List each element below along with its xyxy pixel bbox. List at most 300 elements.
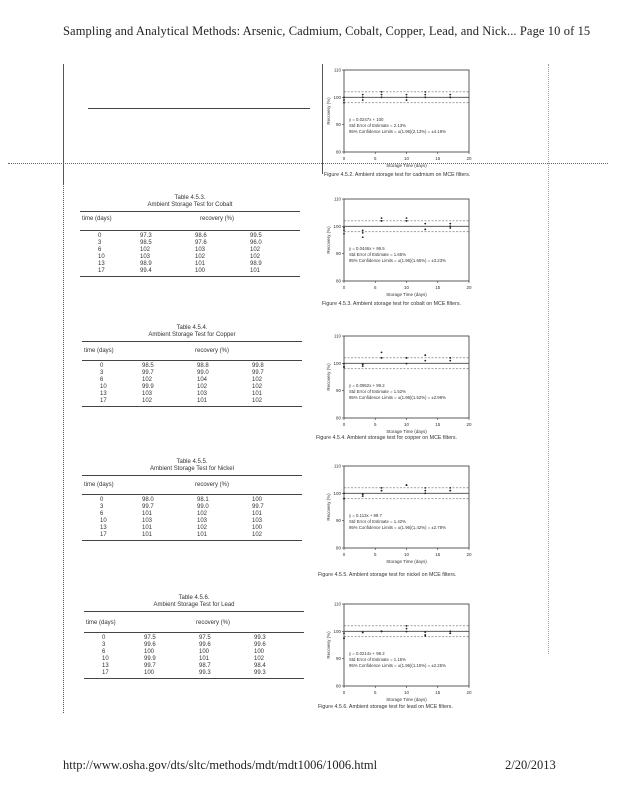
recovery-cell: 101 — [142, 525, 153, 531]
recovery-cell: 103 — [195, 247, 206, 253]
data-point — [362, 230, 364, 232]
figure-lead-chart — [322, 600, 482, 704]
data-point — [343, 363, 345, 365]
recovery-cell: 102 — [197, 525, 208, 531]
regression-annotation: 95% Confidence Limits = ±(1.96)(2.13%) = ±4.18% — [349, 128, 446, 134]
recovery-cell: 102 — [142, 377, 153, 383]
y-axis-label: Recovery (%) — [326, 363, 331, 391]
recovery-cell: 100 — [252, 525, 263, 531]
x-tick-label: 0 — [342, 690, 346, 695]
data-point — [381, 490, 383, 492]
data-point — [424, 487, 426, 489]
x-tick-label: 0 — [342, 156, 346, 161]
time-cell: 0 — [102, 635, 106, 641]
recovery-cell: 100 — [254, 649, 265, 655]
time-cell: 6 — [102, 649, 106, 655]
recovery-cell: 97.6 — [195, 240, 207, 246]
recovery-cell: 99.0 — [197, 370, 209, 376]
data-point — [424, 354, 426, 356]
data-point — [343, 233, 345, 235]
footer-date: 2/20/2013 — [505, 758, 556, 772]
regression-annotation: Std Error of Estimate = 1.52% — [349, 388, 406, 394]
data-point — [362, 495, 364, 497]
data-point — [449, 632, 451, 634]
recovery-cell: 99.9 — [144, 656, 156, 662]
plot-frame — [344, 336, 469, 418]
data-point — [449, 227, 451, 229]
time-cell: 0 — [98, 233, 102, 239]
recovery-cell: 98.9 — [250, 261, 262, 267]
y-tick-label: 100 — [333, 490, 341, 496]
footer-url[interactable]: http://www.osha.gov/dts/sltc/methods/mdt/mdt1006/1006.html — [63, 758, 378, 772]
recovery-cell: 99.7 — [142, 370, 154, 376]
recovery-cell: 101 — [197, 532, 208, 538]
recovery-cell: 102 — [140, 247, 151, 253]
data-point — [424, 96, 426, 98]
time-cell: 0 — [100, 497, 104, 503]
x-tick-label: 15 — [435, 422, 441, 427]
table-row — [80, 247, 300, 254]
y-tick-label: 90 — [335, 656, 341, 662]
recovery-cell: 100 — [199, 649, 210, 655]
recovery-cell: 98.4 — [254, 663, 266, 669]
data-point — [362, 232, 364, 234]
data-point — [343, 498, 345, 500]
recovery-cell: 101 — [142, 511, 153, 517]
recovery-cell: 98.8 — [197, 363, 209, 369]
recovery-cell: 99.3 — [254, 635, 266, 641]
recovery-cell: 103 — [142, 391, 153, 397]
table-number: Table 4.5.4. — [176, 325, 208, 331]
table-row — [82, 370, 302, 377]
data-point — [381, 220, 383, 222]
x-tick-label: 10 — [403, 156, 410, 161]
data-point — [424, 490, 426, 492]
data-point — [449, 94, 451, 96]
data-point — [381, 96, 383, 98]
time-header: time (days) — [84, 482, 114, 488]
recovery-cell: 98.5 — [142, 363, 154, 369]
table-row — [82, 398, 302, 405]
recovery-cell: 102 — [252, 384, 263, 390]
data-point — [406, 628, 408, 630]
data-point — [424, 228, 426, 230]
recovery-cell: 99.4 — [140, 268, 152, 274]
x-axis-label: Storage Time (days) — [386, 559, 427, 564]
table-row — [82, 518, 302, 525]
recovery-cell: 98.1 — [197, 497, 209, 503]
regression-annotation: y = 0.0446x + 99.5 — [349, 245, 385, 251]
data-point — [449, 487, 451, 489]
recovery-cell: 102 — [252, 377, 263, 383]
recovery-cell: 99.6 — [254, 642, 266, 648]
data-point — [381, 94, 383, 96]
data-point — [381, 352, 383, 354]
recovery-cell: 98.7 — [199, 663, 211, 669]
fold-line — [8, 163, 608, 164]
time-cell: 6 — [98, 247, 102, 253]
table-row — [84, 649, 304, 656]
recovery-cell: 103 — [252, 518, 263, 524]
recovery-cell: 99.9 — [142, 384, 154, 390]
y-tick-label: 110 — [333, 196, 341, 202]
table-row — [84, 670, 304, 677]
plot-frame — [344, 199, 469, 281]
figure-copper-chart — [322, 332, 482, 436]
y-tick-label: 90 — [335, 518, 341, 524]
recovery-cell: 100 — [195, 268, 206, 274]
recovery-cell: 101 — [252, 511, 263, 517]
y-tick-label: 100 — [333, 223, 341, 229]
recovery-cell: 97.5 — [199, 635, 211, 641]
table-row — [82, 377, 302, 384]
y-tick-label: 110 — [333, 463, 341, 469]
y-tick-label: 80 — [335, 545, 341, 551]
data-point — [406, 631, 408, 633]
x-tick-label: 10 — [403, 285, 410, 290]
recovery-cell: 99.6 — [199, 642, 211, 648]
data-point — [343, 637, 345, 639]
data-point — [362, 96, 364, 98]
table-lead — [84, 595, 304, 679]
recovery-cell: 102 — [252, 532, 263, 538]
x-axis-label: Storage Time (days) — [386, 429, 427, 434]
figure-caption: Figure 4.5.5. Ambient storage test for nickel on MCE filters. — [318, 572, 457, 578]
x-tick-label: 5 — [373, 422, 377, 427]
data-point — [362, 236, 364, 238]
data-point — [424, 223, 426, 225]
table-row — [80, 261, 300, 268]
data-point — [343, 227, 345, 229]
y-tick-label: 110 — [333, 333, 341, 339]
regression-annotation: y = 0.113x + 99.7 — [349, 512, 382, 518]
data-point — [406, 625, 408, 627]
regression-annotation: 95% Confidence Limits = ±(1.96)(1.42%) = ±2.78% — [349, 524, 446, 530]
data-point — [362, 365, 364, 367]
y-axis-label: Recovery (%) — [326, 226, 331, 254]
time-cell: 13 — [100, 525, 107, 531]
table-number: Table 4.5.3. — [174, 195, 206, 201]
table-title: Ambient Storage Test for Copper — [148, 332, 236, 338]
recovery-cell: 101 — [199, 656, 210, 662]
x-tick-label: 0 — [342, 552, 346, 557]
time-cell: 3 — [100, 370, 104, 376]
table-row — [80, 254, 300, 261]
data-point — [424, 631, 426, 633]
regression-annotation: Std Error of Estimate = 1.15% — [349, 656, 406, 662]
recovery-header: recovery (%) — [195, 348, 230, 354]
recovery-header: recovery (%) — [196, 620, 231, 626]
data-point — [343, 492, 345, 494]
plot-frame — [344, 70, 469, 152]
recovery-cell: 101 — [197, 398, 208, 404]
figure-caption: Figure 4.5.4. Ambient storage test for copper on MCE filters. — [316, 435, 458, 441]
y-tick-label: 110 — [333, 67, 341, 73]
table-row — [82, 511, 302, 518]
page-header: Sampling and Analytical Methods: Arsenic, Cadmium, Cobalt, Copper, Lead, and Nick... Page 10 of 15 — [63, 24, 591, 38]
regression-annotation: y = 0.0952x + 99.2 — [349, 382, 385, 388]
data-point — [381, 91, 383, 93]
recovery-cell: 101 — [195, 261, 206, 267]
recovery-cell: 100 — [144, 649, 155, 655]
regression-annotation: Std Error of Estimate = 1.65% — [349, 251, 406, 257]
recovery-cell: 102 — [197, 511, 208, 517]
time-cell: 3 — [98, 240, 102, 246]
time-cell: 13 — [102, 663, 109, 669]
data-point — [406, 220, 408, 222]
recovery-cell: 99.6 — [144, 642, 156, 648]
time-header: time (days) — [84, 348, 114, 354]
time-cell: 10 — [98, 254, 105, 260]
y-tick-label: 80 — [335, 149, 341, 155]
recovery-cell: 102 — [197, 384, 208, 390]
recovery-cell: 102 — [250, 254, 261, 260]
y-tick-label: 90 — [335, 122, 341, 128]
time-cell: 17 — [102, 670, 109, 676]
data-point — [449, 490, 451, 492]
x-tick-label: 20 — [466, 422, 472, 427]
table-row — [82, 391, 302, 398]
regression-annotation: Std Error of Estimate = 2.13% — [349, 122, 406, 128]
table-row — [82, 384, 302, 391]
data-point — [362, 493, 364, 495]
table-row — [84, 642, 304, 649]
y-tick-label: 90 — [335, 251, 341, 257]
y-tick-label: 100 — [333, 94, 341, 100]
x-tick-label: 5 — [373, 285, 377, 290]
plot-frame — [344, 604, 469, 686]
data-point — [449, 225, 451, 227]
data-point — [449, 360, 451, 362]
x-tick-label: 15 — [435, 156, 441, 161]
data-point — [362, 99, 364, 101]
data-point — [424, 360, 426, 362]
y-tick-label: 100 — [333, 360, 341, 366]
data-point — [406, 357, 408, 359]
table-row — [82, 532, 302, 539]
recovery-cell: 99.7 — [142, 504, 154, 510]
data-point — [343, 632, 345, 634]
x-tick-label: 15 — [435, 690, 441, 695]
left-margin-rule-lower — [63, 178, 64, 713]
x-tick-label: 10 — [403, 690, 410, 695]
time-cell: 13 — [100, 391, 107, 397]
recovery-cell: 102 — [252, 398, 263, 404]
x-tick-label: 0 — [342, 422, 346, 427]
table-title: Ambient Storage Test for Lead — [153, 602, 235, 608]
time-cell: 3 — [102, 642, 106, 648]
table-nickel — [82, 459, 302, 541]
y-axis-label: Recovery (%) — [326, 631, 331, 659]
recovery-cell: 100 — [252, 497, 263, 503]
data-point — [406, 217, 408, 219]
recovery-cell: 97.5 — [144, 635, 156, 641]
recovery-cell: 103 — [142, 518, 153, 524]
recovery-cell: 99.0 — [197, 504, 209, 510]
x-axis-label: Storage Time (days) — [386, 697, 427, 702]
table-row — [84, 663, 304, 670]
regression-annotation: y = 0.0247x + 100 — [349, 116, 384, 122]
right-margin-rule — [548, 64, 549, 654]
table-row — [80, 233, 300, 240]
x-tick-label: 5 — [373, 552, 377, 557]
recovery-header: recovery (%) — [195, 482, 230, 488]
data-point — [343, 99, 345, 101]
data-point — [381, 487, 383, 489]
table-row — [82, 363, 302, 370]
table-row — [82, 504, 302, 511]
time-header: time (days) — [82, 216, 112, 222]
figure-cadmium-chart — [322, 66, 482, 170]
regression-annotation: 95% Confidence Limits = ±(1.96)(1.52%) = ±2.98% — [349, 394, 446, 400]
regression-annotation: Std Error of Estimate = 1.42% — [349, 518, 406, 524]
recovery-cell: 104 — [197, 377, 208, 383]
table-row — [82, 525, 302, 532]
x-tick-label: 20 — [466, 690, 472, 695]
y-tick-label: 110 — [333, 601, 341, 607]
figure-cobalt-chart — [322, 195, 482, 299]
data-point — [343, 96, 345, 98]
recovery-cell: 98.0 — [142, 497, 154, 503]
data-point — [449, 630, 451, 632]
data-point — [343, 229, 345, 231]
data-point — [406, 99, 408, 101]
data-point — [362, 632, 364, 634]
regression-annotation: 95% Confidence Limits = ±(1.96)(1.65%) = ±3.23% — [349, 257, 446, 263]
data-point — [424, 94, 426, 96]
recovery-cell: 96.0 — [250, 240, 262, 246]
y-axis-label: Recovery (%) — [326, 493, 331, 521]
figure-nickel-chart — [322, 462, 482, 566]
figure-caption: Figure 4.5.3. Ambient storage test for cobalt on MCE filters. — [322, 301, 461, 307]
recovery-cell: 99.3 — [254, 670, 266, 676]
data-point — [424, 492, 426, 494]
data-point — [449, 96, 451, 98]
table-row — [84, 635, 304, 642]
recovery-cell: 100 — [144, 670, 155, 676]
recovery-cell: 97.3 — [140, 233, 152, 239]
recovery-cell: 99.7 — [252, 504, 264, 510]
recovery-cell: 102 — [142, 398, 153, 404]
time-cell: 6 — [100, 511, 104, 517]
table-title: Ambient Storage Test for Nickel — [150, 466, 234, 472]
recovery-cell: 99.7 — [252, 370, 264, 376]
x-tick-label: 5 — [373, 690, 377, 695]
x-axis-label: Storage Time (days) — [386, 163, 427, 168]
x-tick-label: 15 — [435, 285, 441, 290]
recovery-cell: 99.7 — [144, 663, 156, 669]
recovery-cell: 103 — [140, 254, 151, 260]
time-cell: 17 — [100, 398, 107, 404]
y-tick-label: 80 — [335, 278, 341, 284]
y-tick-label: 80 — [335, 415, 341, 421]
x-axis-label: Storage Time (days) — [386, 292, 427, 297]
data-point — [406, 96, 408, 98]
time-cell: 10 — [100, 518, 107, 524]
y-tick-label: 80 — [335, 683, 341, 689]
recovery-cell: 103 — [197, 391, 208, 397]
time-cell: 17 — [98, 268, 105, 274]
table-copper — [82, 325, 302, 407]
data-point — [406, 484, 408, 486]
time-cell: 0 — [100, 363, 104, 369]
table-cobalt — [80, 195, 300, 277]
table-row — [82, 497, 302, 504]
table-number: Table 4.5.6. — [178, 595, 210, 601]
x-tick-label: 20 — [466, 552, 472, 557]
data-point — [381, 630, 383, 632]
x-tick-label: 5 — [373, 156, 377, 161]
table-row — [80, 268, 300, 275]
regression-annotation: y = 0.0214x + 99.2 — [349, 650, 385, 656]
recovery-cell: 98.5 — [140, 240, 152, 246]
recovery-cell: 102 — [254, 656, 265, 662]
data-point — [343, 366, 345, 368]
x-tick-label: 0 — [342, 285, 346, 290]
recovery-cell: 102 — [195, 254, 206, 260]
recovery-cell: 101 — [250, 268, 261, 274]
time-cell: 6 — [100, 377, 104, 383]
plot-frame — [344, 466, 469, 548]
section-rule — [88, 108, 310, 109]
data-point — [424, 91, 426, 93]
regression-annotation: 95% Confidence Limits = ±(1.96)(1.15%) = ±2.25% — [349, 662, 446, 668]
y-tick-label: 100 — [333, 628, 341, 634]
x-tick-label: 10 — [403, 422, 410, 427]
figure-caption: Figure 4.5.2. Ambient storage test for cadmium on MCE filters. — [324, 172, 471, 178]
recovery-cell: 101 — [142, 532, 153, 538]
recovery-cell: 101 — [252, 391, 263, 397]
data-point — [343, 102, 345, 104]
time-header: time (days) — [86, 620, 116, 626]
recovery-cell: 98.9 — [140, 261, 152, 267]
data-point — [424, 635, 426, 637]
time-cell: 3 — [100, 504, 104, 510]
data-point — [449, 357, 451, 359]
figure-caption: Figure 4.5.6. Ambient storage test for lead on MCE filters. — [318, 704, 453, 710]
y-axis-label: Recovery (%) — [326, 97, 331, 125]
time-cell: 13 — [98, 261, 105, 267]
data-point — [406, 363, 408, 365]
data-point — [381, 217, 383, 219]
recovery-cell: 99.3 — [199, 670, 211, 676]
recovery-cell: 103 — [197, 518, 208, 524]
data-point — [449, 223, 451, 225]
recovery-cell: 102 — [250, 247, 261, 253]
x-tick-label: 20 — [466, 156, 472, 161]
table-title: Ambient Storage Test for Cobalt — [147, 202, 233, 208]
time-cell: 10 — [100, 384, 107, 390]
x-tick-label: 15 — [435, 552, 441, 557]
data-point — [362, 363, 364, 365]
x-tick-label: 20 — [466, 285, 472, 290]
data-point — [362, 94, 364, 96]
y-tick-label: 90 — [335, 388, 341, 394]
recovery-header: recovery (%) — [200, 216, 235, 222]
recovery-cell: 99.8 — [252, 363, 264, 369]
recovery-cell: 98.6 — [195, 233, 207, 239]
time-cell: 17 — [100, 532, 107, 538]
recovery-cell: 99.5 — [250, 233, 262, 239]
data-point — [406, 94, 408, 96]
data-point — [381, 357, 383, 359]
time-cell: 10 — [102, 656, 109, 662]
table-row — [84, 656, 304, 663]
left-margin-rule — [63, 64, 64, 184]
table-row — [80, 240, 300, 247]
x-tick-label: 10 — [403, 552, 410, 557]
table-number: Table 4.5.5. — [176, 459, 208, 465]
